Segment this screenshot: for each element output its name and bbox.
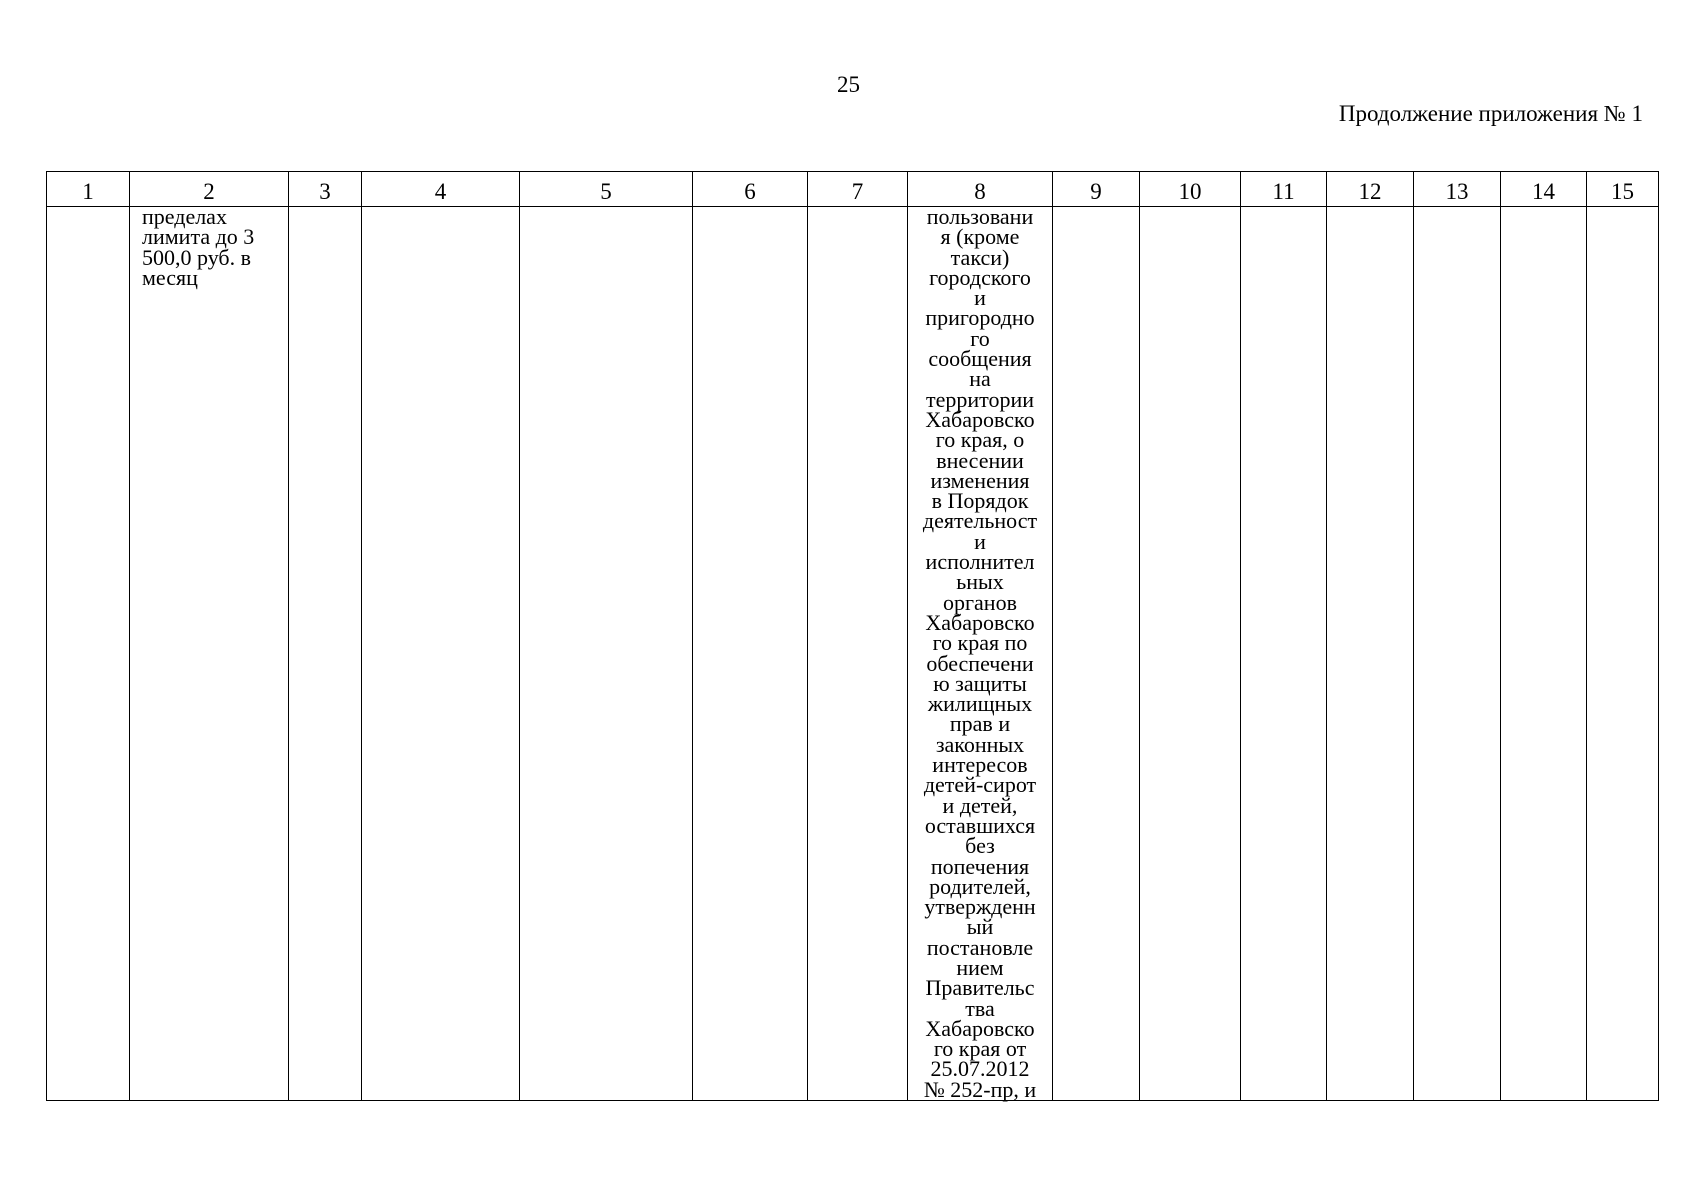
cell-line: ю защиты <box>933 670 1027 696</box>
cell-line: пригородно <box>925 305 1035 331</box>
appendix-continuation-label: Продолжение приложения № 1 <box>1338 101 1643 126</box>
cell-line: Хабаровско <box>925 609 1035 635</box>
cell-col-7 <box>808 207 908 1101</box>
cell-col-4 <box>362 207 520 1101</box>
cell-col-2 <box>130 204 289 1101</box>
cell-line: тва <box>965 995 995 1021</box>
cell-line: утвержденн <box>924 894 1036 920</box>
column-header-12: 12 <box>1327 172 1414 207</box>
cell-line: лимита до 3 <box>142 224 255 250</box>
cell-line: пользовани <box>926 204 1034 229</box>
cell-line: в Порядок <box>931 488 1029 514</box>
cell-line: попечения <box>930 853 1030 879</box>
column-number-row <box>47 172 1659 207</box>
cell-line: месяц <box>142 264 198 290</box>
appendix-table <box>46 171 1659 1101</box>
table-row <box>47 207 1659 1101</box>
cell-col-14 <box>1501 207 1587 1101</box>
cell-col-15 <box>1587 207 1659 1101</box>
column-header-2: 2 <box>130 172 289 207</box>
column-header-3: 3 <box>289 172 362 207</box>
column-header-14: 14 <box>1501 172 1587 207</box>
column-header-13: 13 <box>1414 172 1501 207</box>
cell-col-5 <box>520 207 693 1101</box>
cell-line: и <box>974 285 986 311</box>
column-header-6: 6 <box>693 172 808 207</box>
cell-line: детей-сирот <box>923 772 1037 798</box>
cell-line: без <box>965 833 995 859</box>
cell-line: деятельност <box>922 508 1038 534</box>
cell-col-6 <box>693 207 808 1101</box>
cell-line: я (кроме <box>940 224 1020 250</box>
cell-line: сообщения <box>928 346 1032 372</box>
cell-line: прав и <box>949 711 1011 737</box>
column-header-9: 9 <box>1053 172 1140 207</box>
cell-col-13 <box>1414 207 1501 1101</box>
cell-line: го края от <box>933 1036 1027 1062</box>
column-header-1: 1 <box>47 172 130 207</box>
cell-line: на <box>969 366 991 392</box>
cell-line: пределах <box>142 204 227 229</box>
cell-line: и <box>974 528 986 554</box>
page-number: 25 <box>837 72 860 97</box>
cell-line: обеспечени <box>926 650 1034 676</box>
cell-line: законных <box>935 731 1025 757</box>
cell-line: изменения <box>930 467 1030 493</box>
cell-line: го <box>970 325 990 351</box>
cell-line: нием <box>956 954 1004 980</box>
cell-line: органов <box>943 589 1017 615</box>
cell-line: родителей, <box>929 873 1031 899</box>
cell-line: жилищных <box>927 691 1033 717</box>
cell-col-8 <box>908 204 1053 1102</box>
cell-line: территории <box>925 386 1035 412</box>
cell-col-9 <box>1053 207 1140 1101</box>
cell-line: оставшихся <box>924 812 1036 838</box>
cell-line: внесении <box>936 447 1024 473</box>
cell-line: Правительс <box>925 975 1035 1001</box>
cell-line: ый <box>966 914 994 940</box>
cell-line: исполнител <box>925 549 1035 575</box>
cell-col-10 <box>1140 207 1241 1101</box>
cell-line: городского <box>929 264 1031 290</box>
cell-line: 25.07.2012 <box>930 1056 1030 1082</box>
cell-line: го края, о <box>935 427 1025 453</box>
column-header-10: 10 <box>1140 172 1241 207</box>
column-header-5: 5 <box>520 172 693 207</box>
cell-col-12 <box>1327 207 1414 1101</box>
cell-line: и детей, <box>942 792 1018 818</box>
cell-line: го края по <box>932 630 1028 656</box>
cell-line: 500,0 руб. в <box>142 244 252 270</box>
column-header-11: 11 <box>1241 172 1327 207</box>
column-header-15: 15 <box>1587 172 1659 207</box>
column-header-7: 7 <box>808 172 908 207</box>
column-header-8: 8 <box>908 172 1053 207</box>
cell-line: ьных <box>956 569 1004 595</box>
cell-line: Хабаровско <box>925 1015 1035 1041</box>
cell-line: Хабаровско <box>925 406 1035 432</box>
cell-line: интересов <box>932 752 1028 778</box>
cell-line: постановле <box>926 934 1034 960</box>
cell-col-1 <box>47 207 130 1101</box>
cell-line: такси) <box>950 244 1010 270</box>
cell-line: № 252-пр, и <box>923 1076 1037 1102</box>
cell-col-3 <box>289 207 362 1101</box>
cell-col-11 <box>1241 207 1327 1101</box>
column-header-4: 4 <box>362 172 520 207</box>
